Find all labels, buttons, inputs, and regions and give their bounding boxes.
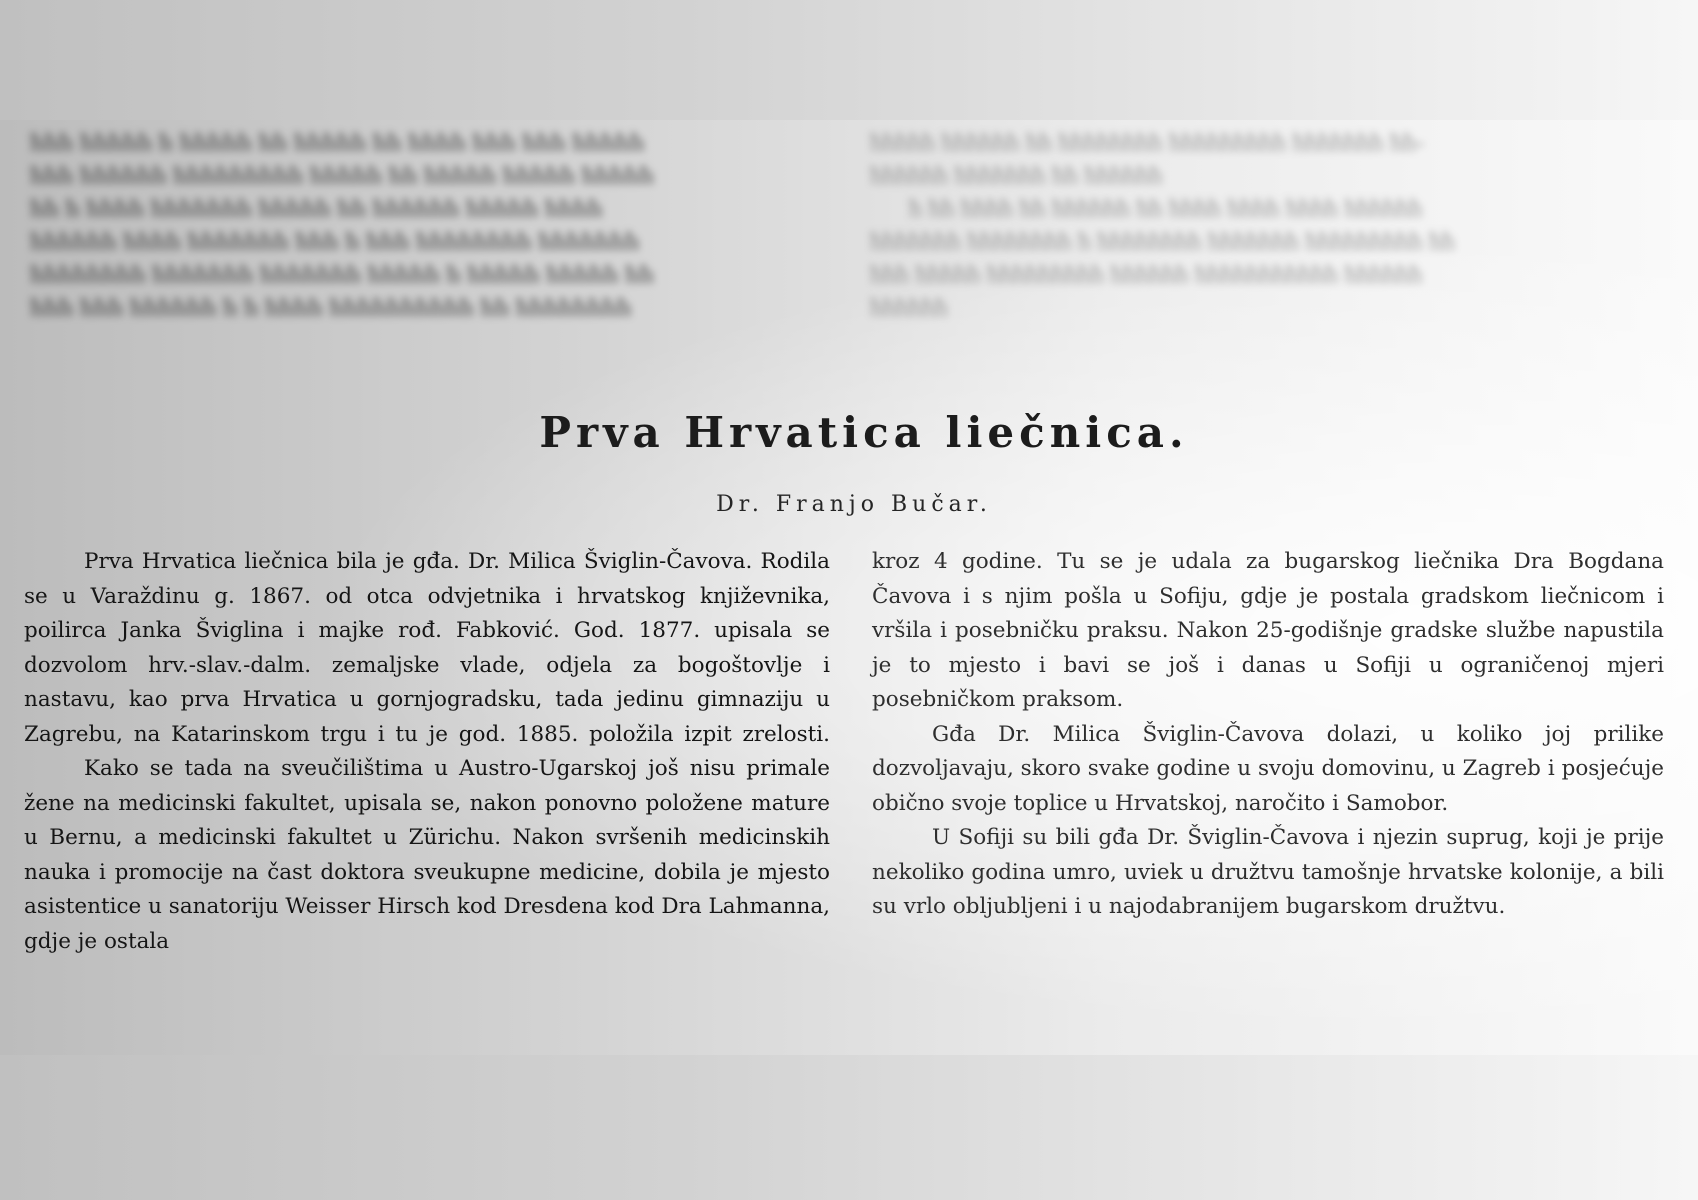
left-text-column xyxy=(24,545,830,959)
book-page-scan xyxy=(0,120,1698,1055)
right-paragraph-3: U Sofiji su bili gđa Dr. Šviglin-Čavova i njezin suprug, koji je prije nekoliko godina umro, uviek u družtvu tamošnje hrvatske kolonije, a bili su vrlo obljubljeni i u najodabranijem bugarskom družtvu. xyxy=(872,825,1664,919)
left-paragraph-2: Kako se tada na sveučilištima u Austro-Ugarskoj još nisu primale žene na medicinski fakultet, upisala se, nakon ponovno položene mature u Bernu, a medicinski fakultet u Zürichu. Nakon svršenih medicinskih nauka i promocije na čast doktora sveukupne medicine, dobila je mjesto asistentice u sanatoriju Weisser Hirsch kod Dresdena kod Dra Lahmanna, gdje je ostala xyxy=(24,756,830,954)
left-paragraph-1: Prva Hrvatica liečnica bila je gđa. Dr. Milica Šviglin-Čavova. Rodila se u Varaždinu g. 1867. od otca odvjetnika i hrvatskog književnika, poilirca Janka Šviglina i majke rođ. Fabković. God. 1877. upisala se dozvolom hrv.-slav.-dalm. zemaljske vlade, odjela za bogoštovlje i nastavu, kao prva Hrvatica u gornjogradsku, tada jedinu gimnaziju u Zagrebu, na Katarinskom trgu i tu je god. 1885. položila izpit zrelosti. xyxy=(24,549,830,747)
blurred-previous-text: ħħħ ħħħħħ ħ ħħħħħ ħħ ħħħħħ ħħ ħħħħ ħħħ ħħħ ħħħħħ ħħħ ħħħħħħ ħħħħħħħħħ ħħħħħ ħħ ħħħħħ ħħħħħ ħħħħħ ħħ ħ ħħħħ ħħħħħħħ ħħħħħ ħħ ħħħħħħ ħħħħħ ħħħħ ħħħħħħ ħħħħ ħħħħħħħ ħħħ ħ ħħħ ħħħħħħħħ ħħħħħħħ ħħħħħħħħ ħħħħħħħ ħħħħħħħ ħħħħħ ħ ħħħħħ ħħħħħ ħħ ħħħ ħħħ ħħħħħħ ħ ħ ħħħħ ħħħħħħħħħħ ħħ ħħħħħħħħ ħħħħħ ħħħħħħ ħħ ħħħħħħħħ ħħħħħħħħħ ħħħħħħħ ħħ- ħħħħħħ ħħħħħħħ ħħ ħħħħħħ ħ ħħ ħħħħ ħħ ħħħħħħ ħħ ħħħħ ħħħħ ħħħħ ħħħħħħ ħħħħħħħ ħħħħħħħħ ħ ħħħħħħħħ ħħħħħħħ ħħħħħħħħħ ħħ ħħħ ħħħħħ ħħħħħħħħħ ħħħħħħ ħħħħħħħħħħħ ħħħħħħ ħħħħħħ xyxy=(30,128,1455,322)
article-author: Dr. Franjo Bučar. xyxy=(716,492,992,517)
article-title: Prva Hrvatica liečnica. xyxy=(539,408,1189,457)
right-paragraph-2: Gđa Dr. Milica Šviglin-Čavova dolazi, u koliko joj prilike dozvoljavaju, skoro svake godine u svoju domovinu, u Zagreb i posjećuje obično svoje toplice u Hrvatskoj, naročito i Samobor. xyxy=(872,721,1664,816)
right-paragraph-1: kroz 4 godine. Tu se je udala za bugarskog liečnika Dra Bogdana Čavova i s njim pošla u Sofiju, gdje je postala gradskom liečnicom i vršila i posebničku praksu. Nakon 25-godišnje gradske službe napustila je to mjesto i bavi se još i danas u Sofiji u ograničenoj mjeri posebničkom praksom. xyxy=(872,549,1664,712)
right-text-column xyxy=(872,545,1664,925)
